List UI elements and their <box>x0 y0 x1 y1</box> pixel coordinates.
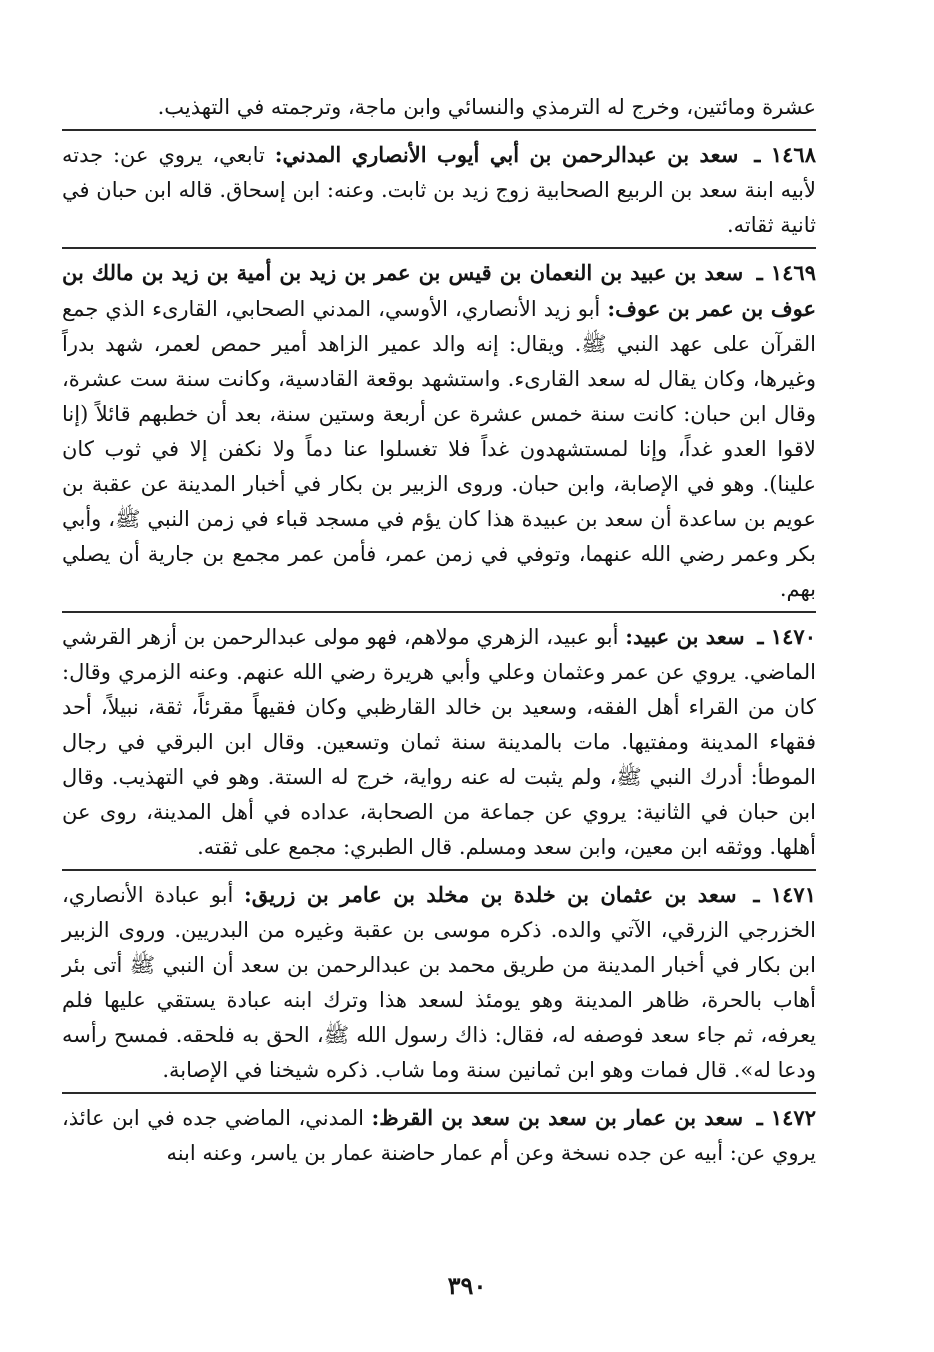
entry-text: المدني، الماضي جده في ابن عائذ، يروي عن: أبيه عن جده نسخة وعن أم عمار حاضنة عمار بن ياسر، وعنه ابنه <box>62 1106 816 1165</box>
entry-1472 <box>62 1092 816 1171</box>
intro-paragraph: عشرة ومائتين، وخرج له الترمذي والنسائي وابن ماجة، وترجمته في التهذيب. <box>157 95 816 119</box>
entry-text: أبو زيد الأنصاري، الأوسي، المدني الصحابي، القارىء الذي جمع القرآن على عهد النبي ﷺ. ويقال: إنه والد عمير الزاهد أمير حمص لعمر، شهد بدراً وغيرها، وكان يقال له سعد القارىء. واستشهد بوقعة القادسية، وكانت سنة ست عشرة، وقال ابن حبان: كانت سنة خمس عشرة عن أربعة وستين سنة، بعد أن خطبهم قائلاً (إنا لاقوا العدو غداً، وإنا لمستشهدون غداً فلا تغسلوا عنا دماً ولا نكفن إلا في ثوب كان علينا). وهو في الإصابة، وابن حبان. وروى الزبير بن بكار في أخبار المدينة عن عقبة بن عويم بن ساعدة أن سعد بن عبيدة هذا كان يؤم في مسجد قباء في زمن النبي ﷺ، وأبي بكر وعمر رضي الله عنهما، وتوفي في زمن عمر، فأمن عمر مجمع بن جارية أن يصلي بهم. <box>62 297 816 601</box>
entry-heading: سعد بن عبيد: <box>625 624 745 649</box>
entry-1468 <box>62 129 816 243</box>
page-number: ٣٩٠ <box>447 1271 487 1300</box>
entry-number: ١٤٧٢ ـ <box>756 1105 816 1130</box>
entry-heading: سعد بن عبدالرحمن بن أبي أيوب الأنصاري المدني: <box>274 142 739 167</box>
entry-number: ١٤٦٨ ـ <box>754 142 816 167</box>
entry-number: ١٤٧١ ـ <box>753 882 816 907</box>
entry-number: ١٤٦٩ ـ <box>756 260 816 285</box>
entry-heading: سعد بن عثمان بن خلدة بن مخلد بن عامر بن زريق: <box>244 882 737 907</box>
entry-text: تابعي، يروي عن: جدته لأبيه ابنة سعد بن الربيع الصحابية زوج زيد بن ثابت. وعنه: ابن إسحاق. قاله ابن حبان في ثانية ثقاته. <box>62 143 816 237</box>
entry-number: ١٤٧٠ ـ <box>757 624 816 649</box>
entry-1470 <box>62 611 816 865</box>
entry-heading: سعد بن عبيد بن النعمان بن قيس بن عمر بن زيد بن أمية بن زيد بن مالك بن عوف بن عمر بن عوف: <box>62 260 816 321</box>
entry-1471 <box>62 869 816 1088</box>
entry-heading: سعد بن عمار بن سعد بن سعد بن القرظ: <box>371 1105 744 1130</box>
entry-1469 <box>62 247 816 607</box>
entry-text: أبو عبيد، الزهري مولاهم، فهو مولى عبدالرحمن بن أزهر القرشي الماضي. يروي عن عمر وعثمان وعلي وأبي هريرة رضي الله عنهم. وعنه الزمري وقال: كان من القراء أهل الفقه، وسعيد بن خالد القارظبي وكان فقيهاً مقرئاً، ثقة، نبيلاً، أحد فقهاء المدينة ومفتيها. مات بالمدينة سنة ثمان وتسعين. وقال ابن البرقي في رجال الموطأ: أدرك النبي ﷺ، ولم يثبت له عنه رواية، خرج له الستة. وهو في التهذيب. وقال ابن حبان في الثانية: يروي عن جماعة من الصحابة، عداده في أهل المدينة، روى عن أهلها. ووثقه ابن معين، وابن سعد ومسلم. قال الطبري: مجمع على ثقته. <box>62 625 816 859</box>
entry-text: أبو عبادة الأنصاري، الخزرجي الزرقي، الآتي والده. ذكره موسى بن عقبة وغيره من البدريين. وروى الزبير ابن بكار في أخبار المدينة من طريق محمد بن عبدالرحمن بن سعد أن النبي ﷺ أتى بئر أهاب بالحرة، ظاهر المدينة وهو يومئذ لسعد هذا وترك ابنه عبادة يستقي عليها فلم يعرفه، ثم جاء سعد فوصفه له، فقال: ذاك رسول الله ﷺ، الحق به فلحقه. فمسح رأسه ودعا له». قال فمات وهو ابن ثمانين سنة وما شاب. ذكره شيخنا في الإصابة. <box>62 883 816 1082</box>
